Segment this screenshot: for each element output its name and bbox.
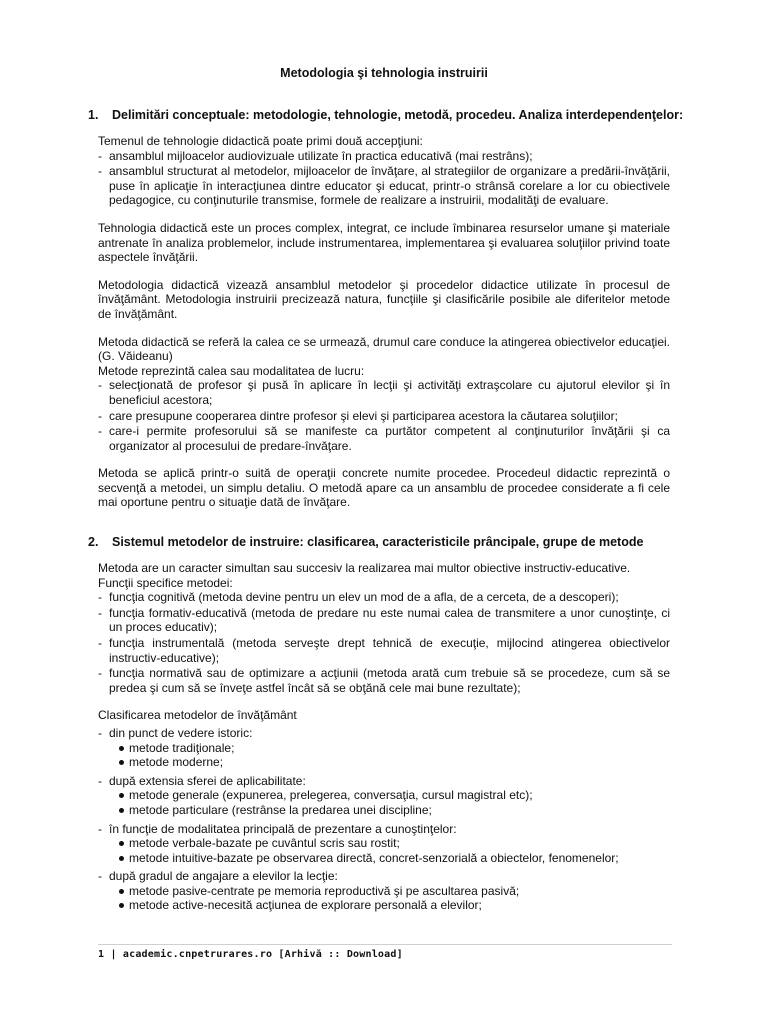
clasificare-title: Clasificarea metodelor de învăţământ	[98, 708, 297, 723]
bullet-item: metode tradiţionale;	[118, 741, 670, 756]
tehnologie-meanings-list	[98, 149, 670, 208]
metoda-items-list	[98, 378, 670, 453]
tehnologie-intro: Temenul de tehnologie didactică poate primi două accepţiuni:	[98, 134, 423, 148]
list-item: - care presupune cooperarea dintre profesor şi elevi şi participarea acestora la căutarea soluţiilor;	[98, 409, 670, 424]
criteriu-label: din punct de vedere istoric:	[109, 725, 253, 740]
criteriu-item	[98, 869, 670, 913]
list-item: - funcţia normativă sau de optimizare a acţiunii (metoda arată cum trebuie să se procedeze, cum să se predea şi cum să se înveţe astfel încât să se obţănă cele mai bune rezultate);	[98, 666, 670, 695]
bullet-item: metode active-necesită acţiunea de explorare personală a elevilor;	[118, 898, 670, 913]
criteriu-item	[98, 822, 670, 866]
list-item: - selecţionată de profesor şi pusă în aplicare în lecţii şi activităţi extraşcolare cu ajutorul elevilor şi în beneficiul acestora;	[98, 378, 670, 407]
page-footer[interactable]: 1 | academic.cnpetrurares.ro [Arhivă :: Download]	[98, 949, 403, 960]
list-item: - care-i permite profesorului să se manifeste ca purtător competent al conţinuturilor învăţării şi ca organizator al procesului de predare-învăţare.	[98, 424, 670, 453]
section-1-number: 1.	[88, 108, 99, 122]
section-2-heading-text: Sistemul metodelor de instruire: clasificarea, caracteristicile prâncipale, grupe de metode	[112, 535, 644, 549]
section-1-heading-text: Delimitări conceptuale: metodologie, tehnologie, metodă, procedeu. Analiza interdependenţelor:	[112, 108, 684, 122]
bullet-item: metode generale (expunerea, prelegerea, conversaţia, cursul magistral etc);	[118, 788, 670, 803]
bullet-item: metode particulare (restrânse la predarea unei discipline;	[118, 803, 670, 818]
section-2-heading	[88, 535, 688, 549]
criteriu-item	[98, 774, 670, 818]
criteriu-sublist	[109, 836, 670, 865]
bullet-item: metode pasive-centrate pe memoria reproductivă şi pe ascultarea pasivă;	[118, 884, 670, 899]
criteriu-sublist	[109, 741, 670, 770]
criteriu-item	[98, 726, 670, 770]
list-item: - ansamblul structurat al metodelor, mijloacelor de învăţare, al strategiilor de organizare a predării-învăţării, puse în aplicaţie în interacţiunea dintre educator şi educat, printr-o strânsă corelare a lor cu obiectivele pedagogice, cu conţinuturile transmise, formele de realizare a instruirii, modalităţi de evaluare.	[98, 164, 670, 208]
paragraph-caracter: Metoda are un caracter simultan sau succesiv la realizarea mai multor obiective instructiv-educative.	[98, 561, 631, 575]
list-item: - funcţia instrumentală (metoda serveşte drept tehnică de execuţie, mijlocind atingerea obiectivelor instructiv-educative);	[98, 636, 670, 665]
criteriu-sublist	[109, 884, 670, 913]
functii-list	[98, 590, 670, 695]
list-item: - funcţia cognitivă (metoda devine pentru un elev un mod de a afla, de a cerceta, de a descoperi);	[98, 590, 670, 605]
criteriu-label: după gradul de angajare a elevilor la lecţie:	[109, 869, 338, 884]
criteriu-label: după extensia sferei de aplicabilitate:	[109, 773, 306, 788]
section-2-number: 2.	[88, 535, 99, 549]
paragraph-tehnologia: Tehnologia didactică este un proces complex, integrat, ce include îmbinarea resurselor umane şi materiale antrenate în analiza problemelor, include instrumentarea, implementarea şi evaluarea soluţiilor privind toate aspectele învăţării.	[98, 220, 670, 265]
criteriu-sublist	[109, 788, 670, 817]
paragraph-functii: Funcţii specifice metodei:	[98, 575, 233, 590]
bullet-item: metode moderne;	[118, 755, 670, 770]
list-item: - funcţia formativ-educativă (metoda de predare nu este numai calea de transmitere a unor cunoştinţe, ci un proces educativ);	[98, 606, 670, 635]
bullet-item: metode verbale-bazate pe cuvântul scris sau rostit;	[118, 836, 670, 851]
page-title: Metodologia şi tehnologia instruirii	[280, 66, 488, 80]
bullet-item: metode intuitive-bazate pe observarea directă, concret-senzorială a obiectelor, fenomenelor;	[118, 851, 670, 866]
paragraph-metoda-calea: Metode reprezintă calea sau modalitatea de lucru:	[98, 363, 365, 378]
paragraph-procedeu: Metoda se aplică printr-o suită de operaţii concrete numite procedee. Procedeul didactic reprezintă o secvenţă a metodei, un simplu detaliu. O metodă apare ca un ansamblu de procedee considerate a fi cele mai oportune pentru o situaţie dată de învăţare.	[98, 466, 670, 510]
section-1-content	[98, 134, 670, 523]
list-item: - ansamblul mijloacelor audiovizuale utilizate în practica educativă (mai restrâns);	[98, 149, 670, 164]
paragraph-metodologia: Metodologia didactică vizează ansamblul metodelor şi procedelor didactice utilizate în procesul de învăţământ. Metodologia instruirii precizează natura, funcţiile şi clasificările posibile ale diferitelor metode de învăţământ.	[98, 277, 670, 321]
footer-divider	[98, 944, 672, 945]
criterii-list	[98, 726, 670, 913]
paragraph-metoda-definition: Metoda didactică se referă la calea ce se urmează, drumul care conduce la atingerea obiectivelor educaţiei. (G. Văideanu)	[98, 334, 670, 364]
criteriu-label: în funcţie de modalitatea principală de prezentare a cunoştinţelor:	[109, 821, 457, 836]
section-1-heading	[88, 108, 688, 122]
section-2-content	[98, 561, 670, 914]
